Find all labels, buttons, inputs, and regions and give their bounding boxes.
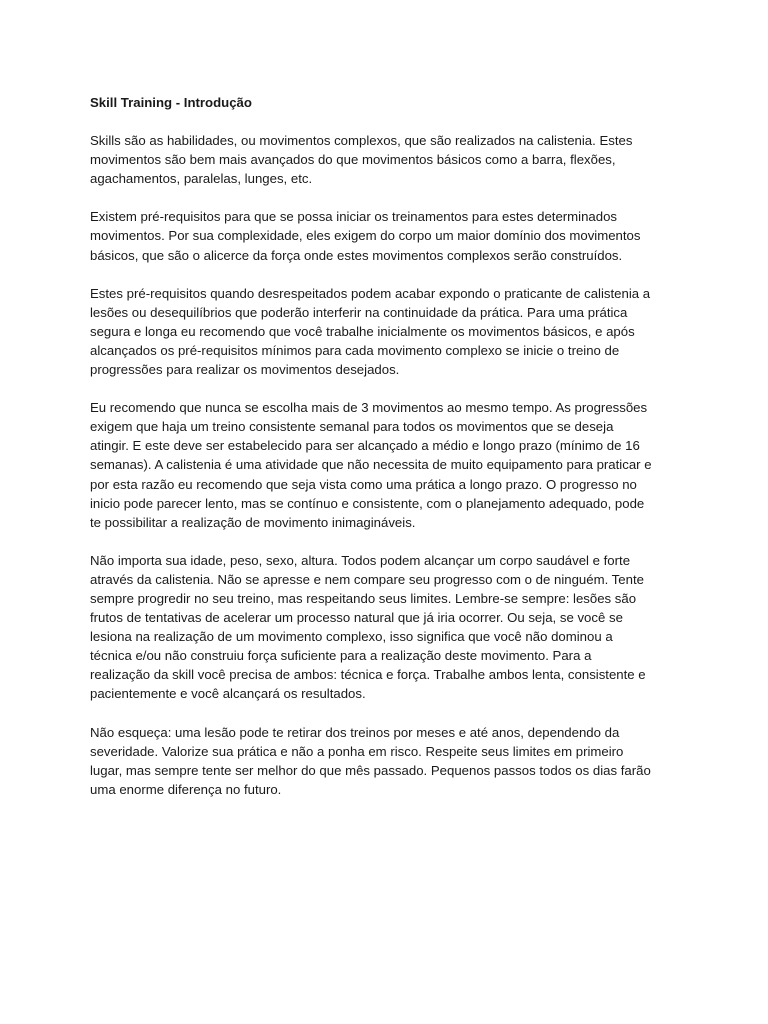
text-line: inicio pode parecer lento, mas se contínuo e consistente, com o planejamento adequado, pode [90, 495, 645, 511]
text-line: atingir. E este deve ser estabelecido para ser alcançado a médio e longo prazo (mínimo de 16 [90, 438, 640, 454]
text-line: alcançados os pré-requisitos mínimos para cada movimento complexo se inicie o treino de [90, 342, 620, 358]
paragraph-6 [90, 723, 690, 799]
text-line: movimentos são bem mais avançados do que movimentos básicos como a barra, flexões, [90, 152, 616, 168]
document-body [90, 93, 690, 818]
text-line: Não importa sua idade, peso, sexo, altura. Todos podem alcançar um corpo saudável e forte [90, 552, 631, 568]
paragraph-1 [90, 131, 690, 188]
text-line: lesões ou desequilíbrios que poderão interferir na continuidade da prática. Para uma prática [90, 304, 628, 320]
text-line: movimentos. Por sua complexidade, eles exigem do corpo um maior domínio dos movimentos [90, 228, 641, 244]
text-line: exigem que haja um treino consistente semanal para todos os movimentos que se deseja [90, 419, 614, 435]
text-line: básicos, que são o alicerce da força onde estes movimentos complexos serão construídos. [90, 247, 623, 263]
text-line: agachamentos, paralelas, lunges, etc. [90, 171, 313, 187]
text-line: Não esqueça: uma lesão pode te retirar dos treinos por meses e até anos, dependendo da [90, 724, 620, 740]
document-title: Skill Training - Introdução [90, 95, 252, 110]
text-line: progressões para realizar os movimentos desejados. [90, 362, 400, 378]
text-line: segura e longa eu recomendo que você trabalhe inicialmente os movimentos básicos, e após [90, 323, 635, 339]
text-line: lugar, mas sempre tente ser melhor do que mês passado. Pequenos passos todos os dias farão [90, 762, 651, 778]
text-line: sempre progredir no seu treino, mas respeitando seus limites. Lembre-se sempre: lesões são [90, 590, 637, 606]
text-line: semanas). A calistenia é uma atividade que não necessita de muito equipamento para praticar e [90, 457, 652, 473]
text-line: através da calistenia. Não se apresse e nem compare seu progresso com o de ninguém. Tente [90, 571, 644, 587]
paragraph-4 [90, 398, 690, 532]
text-line: técnica e/ou não construiu força suficiente para a realização deste movimento. Para a [90, 648, 592, 664]
text-line: uma enorme diferença no futuro. [90, 781, 282, 797]
text-line: frutos de tentativas de acelerar um processo natural que já iria ocorrer. Ou seja, se você se [90, 610, 623, 626]
text-line: Existem pré-requisitos para que se possa iniciar os treinamentos para estes determinados [90, 209, 618, 225]
paragraph-2 [90, 207, 690, 264]
text-line: lesiona na realização de um movimento complexo, isso significa que você não dominou a [90, 629, 613, 645]
text-line: te possibilitar a realização de movimento inimagináveis. [90, 514, 416, 530]
text-line: Skills são as habilidades, ou movimentos complexos, que são realizados na calistenia. Estes [90, 133, 633, 149]
text-line: severidade. Valorize sua prática e não a ponha em risco. Respeite seus limites em primeiro [90, 743, 624, 759]
text-line: Estes pré-requisitos quando desrespeitados podem acabar expondo o praticante de calistenia a [90, 285, 651, 301]
paragraph-5 [90, 551, 690, 704]
text-line: pacientemente e você alcançará os resultados. [90, 686, 366, 702]
text-line: Eu recomendo que nunca se escolha mais de 3 movimentos ao mesmo tempo. As progressões [90, 400, 648, 416]
paragraph-3 [90, 284, 690, 379]
text-line: realização da skill você precisa de ambos: técnica e força. Trabalhe ambos lenta, consistente e [90, 667, 646, 683]
text-line: por esta razão eu recomendo que seja vista como uma prática a longo prazo. O progresso no [90, 476, 637, 492]
